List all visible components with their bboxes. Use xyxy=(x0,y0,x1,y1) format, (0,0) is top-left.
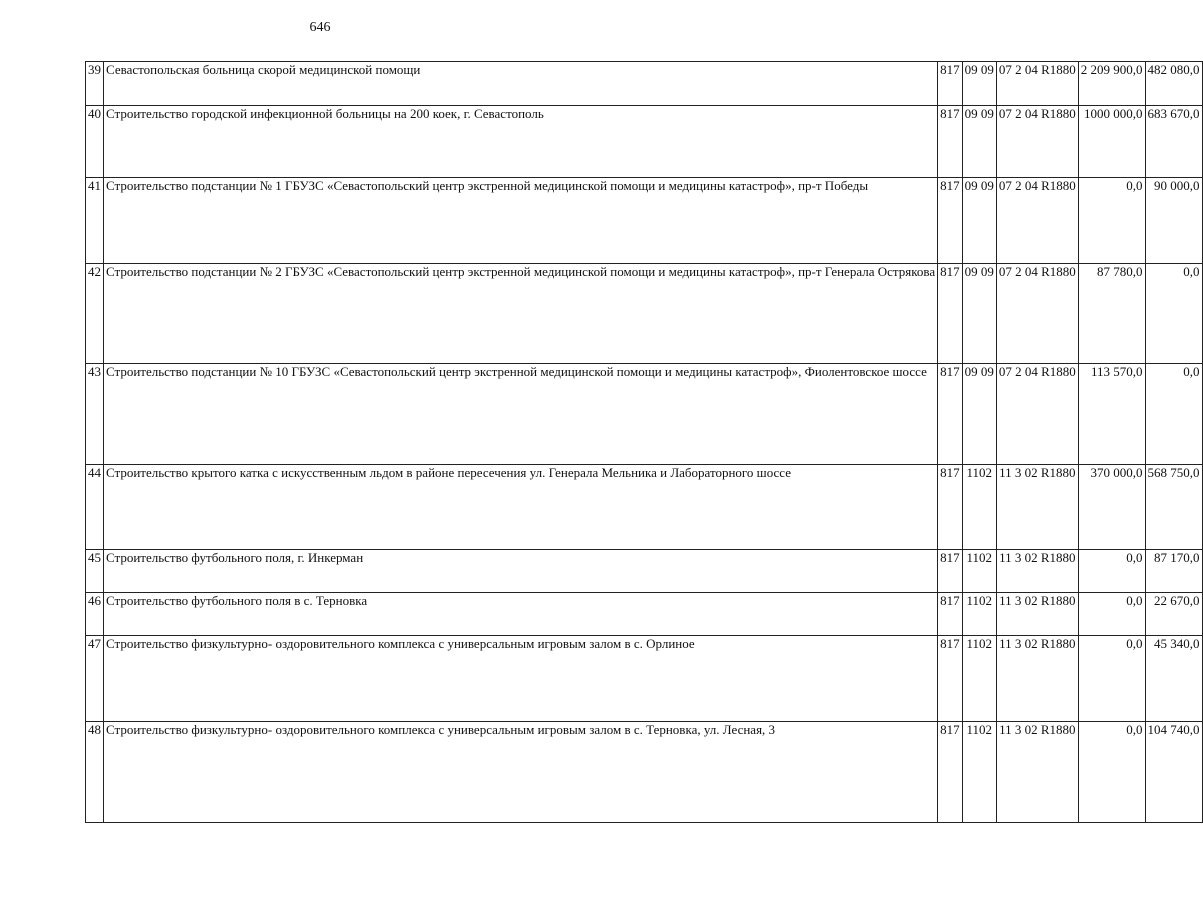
amount-year1-cell: 0,0 xyxy=(1078,722,1145,823)
table-row xyxy=(86,62,1203,106)
amount-year1-cell: 87 780,0 xyxy=(1078,264,1145,364)
amount-year2-cell: 45 340,0 xyxy=(1145,636,1202,722)
amount-year2-cell: 22 670,0 xyxy=(1145,593,1202,636)
section-code-cell: 1102 xyxy=(962,550,996,593)
section-code-cell: 1102 xyxy=(962,722,996,823)
project-name-cell: Строительство физкультурно- оздоровительного комплекса с универсальным игровым залом в с. Терновка, ул. Лесная, 3 xyxy=(104,722,938,823)
section-code-cell: 1102 xyxy=(962,465,996,550)
row-number-cell: 44 xyxy=(86,465,104,550)
project-name-cell: Севастопольская больница скорой медицинской помощи xyxy=(104,62,938,106)
amount-year2-cell: 104 740,0 xyxy=(1145,722,1202,823)
amount-year1-cell: 1000 000,0 xyxy=(1078,106,1145,178)
department-code-cell: 817 xyxy=(938,465,963,550)
amount-year2-cell: 683 670,0 xyxy=(1145,106,1202,178)
row-number-cell: 45 xyxy=(86,550,104,593)
target-article-cell: 07 2 04 R1880 xyxy=(996,364,1078,465)
table-row xyxy=(86,178,1203,264)
department-code-cell: 817 xyxy=(938,106,963,178)
table-row xyxy=(86,722,1203,823)
target-article-cell: 07 2 04 R1880 xyxy=(996,178,1078,264)
department-code-cell: 817 xyxy=(938,264,963,364)
department-code-cell: 817 xyxy=(938,722,963,823)
amount-year2-cell: 0,0 xyxy=(1145,364,1202,465)
department-code-cell: 817 xyxy=(938,364,963,465)
target-article-cell: 07 2 04 R1880 xyxy=(996,264,1078,364)
project-name-cell: Строительство подстанции № 2 ГБУЗС «Севастопольский центр экстренной медицинской помощи и медицины катастроф», пр-т Генерала Острякова xyxy=(104,264,938,364)
section-code-cell: 09 09 xyxy=(962,178,996,264)
table-row xyxy=(86,636,1203,722)
department-code-cell: 817 xyxy=(938,550,963,593)
section-code-cell: 09 09 xyxy=(962,264,996,364)
table-row xyxy=(86,465,1203,550)
amount-year2-cell: 0,0 xyxy=(1145,264,1202,364)
target-article-cell: 11 3 02 R1880 xyxy=(996,593,1078,636)
target-article-cell: 07 2 04 R1880 xyxy=(996,106,1078,178)
project-name-cell: Строительство крытого катка с искусственным льдом в районе пересечения ул. Генерала Мельника и Лабораторного шоссе xyxy=(104,465,938,550)
table-row xyxy=(86,106,1203,178)
amount-year1-cell: 113 570,0 xyxy=(1078,364,1145,465)
section-code-cell: 09 09 xyxy=(962,62,996,106)
department-code-cell: 817 xyxy=(938,178,963,264)
section-code-cell: 09 09 xyxy=(962,106,996,178)
row-number-cell: 40 xyxy=(86,106,104,178)
table-row xyxy=(86,593,1203,636)
target-article-cell: 07 2 04 R1880 xyxy=(996,62,1078,106)
row-number-cell: 47 xyxy=(86,636,104,722)
section-code-cell: 1102 xyxy=(962,593,996,636)
target-article-cell: 11 3 02 R1880 xyxy=(996,550,1078,593)
table-body xyxy=(86,62,1203,823)
table-row xyxy=(86,550,1203,593)
project-name-cell: Строительство футбольного поля, г. Инкерман xyxy=(104,550,938,593)
department-code-cell: 817 xyxy=(938,62,963,106)
amount-year2-cell: 87 170,0 xyxy=(1145,550,1202,593)
project-name-cell: Строительство футбольного поля в с. Терновка xyxy=(104,593,938,636)
amount-year1-cell: 0,0 xyxy=(1078,636,1145,722)
amount-year1-cell: 0,0 xyxy=(1078,593,1145,636)
section-code-cell: 09 09 xyxy=(962,364,996,465)
target-article-cell: 11 3 02 R1880 xyxy=(996,465,1078,550)
target-article-cell: 11 3 02 R1880 xyxy=(996,636,1078,722)
table-row xyxy=(86,264,1203,364)
amount-year1-cell: 0,0 xyxy=(1078,550,1145,593)
amount-year1-cell: 0,0 xyxy=(1078,178,1145,264)
row-number-cell: 39 xyxy=(86,62,104,106)
amount-year2-cell: 90 000,0 xyxy=(1145,178,1202,264)
project-name-cell: Строительство городской инфекционной больницы на 200 коек, г. Севастополь xyxy=(104,106,938,178)
row-number-cell: 41 xyxy=(86,178,104,264)
table-row xyxy=(86,364,1203,465)
page-number: 646 xyxy=(309,20,331,35)
project-name-cell: Строительство подстанции № 1 ГБУЗС «Севастопольский центр экстренной медицинской помощи и медицины катастроф», пр-т Победы xyxy=(104,178,938,264)
target-article-cell: 11 3 02 R1880 xyxy=(996,722,1078,823)
amount-year2-cell: 482 080,0 xyxy=(1145,62,1202,106)
row-number-cell: 48 xyxy=(86,722,104,823)
section-code-cell: 1102 xyxy=(962,636,996,722)
row-number-cell: 42 xyxy=(86,264,104,364)
amount-year1-cell: 2 209 900,0 xyxy=(1078,62,1145,106)
row-number-cell: 43 xyxy=(86,364,104,465)
budget-table xyxy=(85,61,1203,823)
row-number-cell: 46 xyxy=(86,593,104,636)
department-code-cell: 817 xyxy=(938,593,963,636)
project-name-cell: Строительство физкультурно- оздоровительного комплекса с универсальным игровым залом в с. Орлиное xyxy=(104,636,938,722)
amount-year1-cell: 370 000,0 xyxy=(1078,465,1145,550)
department-code-cell: 817 xyxy=(938,636,963,722)
project-name-cell: Строительство подстанции № 10 ГБУЗС «Севастопольский центр экстренной медицинской помощи и медицины катастроф», Фиолентовское шоссе xyxy=(104,364,938,465)
amount-year2-cell: 568 750,0 xyxy=(1145,465,1202,550)
